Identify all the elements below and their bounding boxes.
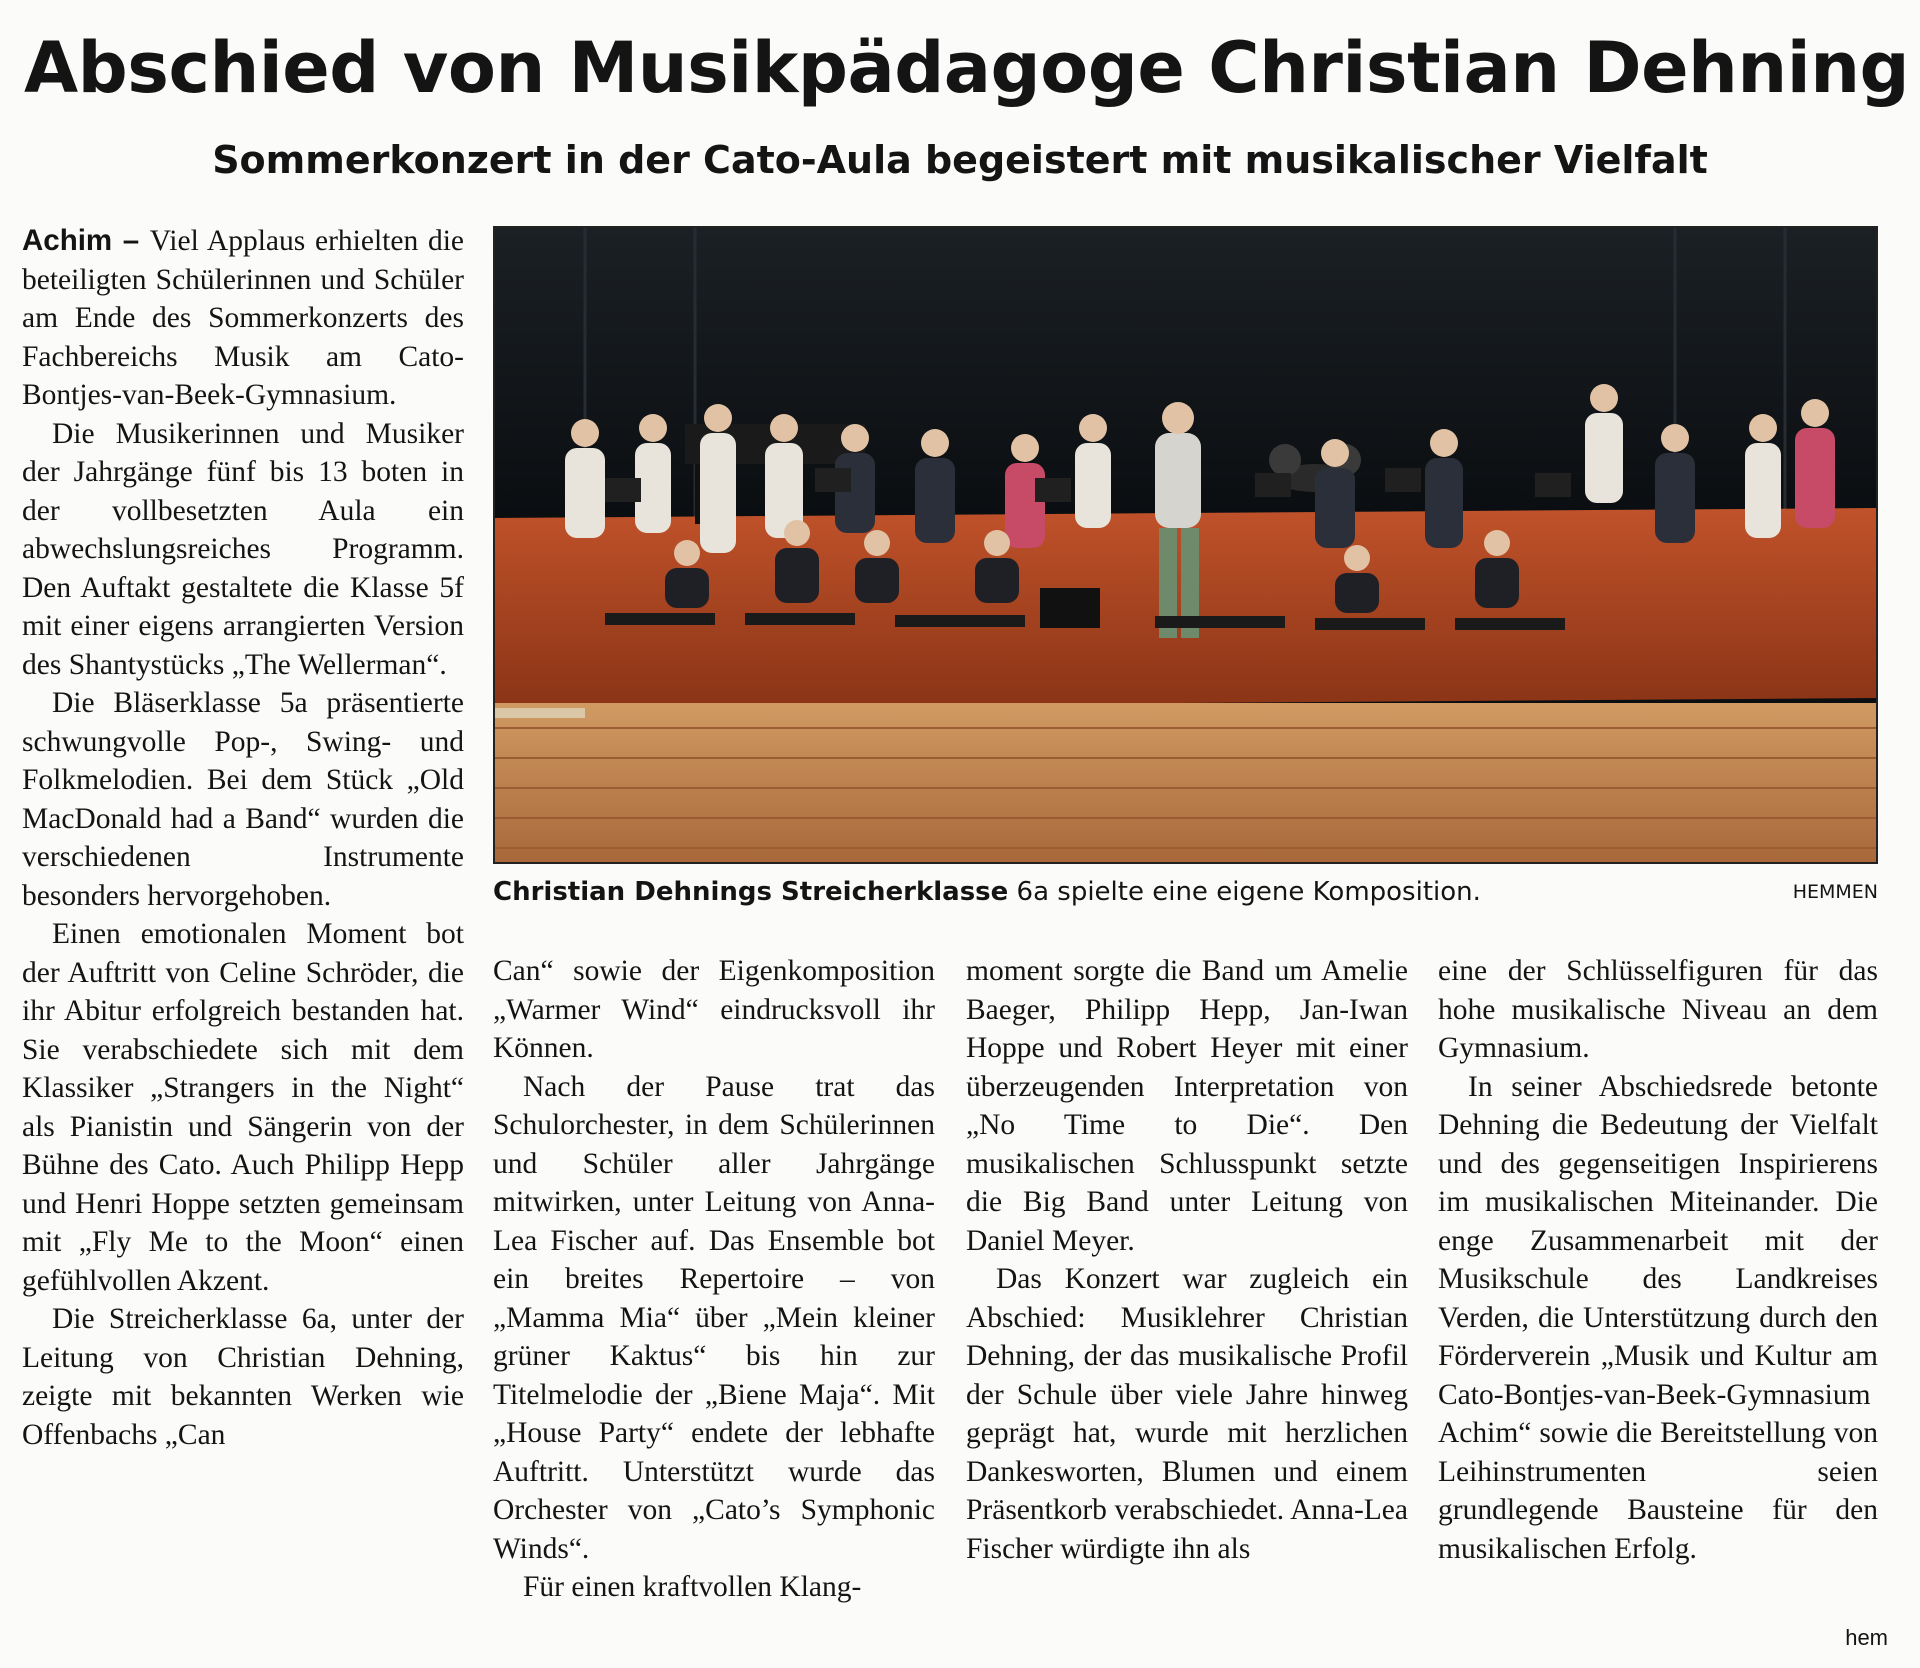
subheadline: Sommerkonzert in der Cato-Aula begeistert mit musikalischer Vielfalt [212, 138, 1708, 182]
stage-monitor [1040, 588, 1100, 628]
author-signoff: hem [1845, 1625, 1888, 1650]
paragraph: moment sorgte die Band um Amelie Baeger, Philipp Hepp, Jan-Iwan Hoppe und Robert Heyer mit einer überzeugenden Interpretation von „No Time to Die“. Den musikalischen Schlusspunkt setzte die Big Band unter Leitung von Daniel Meyer. [966, 955, 1408, 1257]
stage-front [495, 703, 1876, 862]
paragraph: eine der Schlüsselfiguren für das hohe musikalische Niveau an dem Gymnasium. [1438, 955, 1878, 1064]
stage-illustration [495, 228, 1876, 862]
paragraph: Can“ sowie der Eigenkomposition „Warmer Wind“ eindrucksvoll ihr Können. [493, 955, 935, 1064]
photo-caption [493, 872, 1878, 912]
column-2 [493, 952, 935, 1607]
photo-credit: HEMMEN [1792, 881, 1878, 903]
paragraph: Nach der Pause trat das Schulorchester, in dem Schülerinnen und Schüler aller Jahrgänge mitwirken, unter Leitung von Anna-Lea Fischer auf. Das Ensemble bot ein breites Repertoire – von „Mamma Mia“ über „Mein kleiner grüner Kaktus“ bis hin zur Titelmelodie der „Biene Maja“. Mit „House Party“ endete der lebhafte Auftritt. Unterstützt wurde das Orchester von „Cato’s Symphonic Winds“. [493, 1070, 935, 1565]
headline: Abschied von Musikpädagoge Christian Dehning [24, 27, 1910, 109]
paragraph: Die Bläserklasse 5a präsentierte schwungvolle Pop-, Swing- und Folkmelodien. Bei dem Stück „Old MacDonald had a Band“ wurden die verschiedenen Instrumente besonders hervorgehoben. [22, 687, 464, 912]
dateline: Achim – [22, 224, 150, 257]
side-table [495, 708, 585, 718]
paragraph-text: Viel Applaus erhielten die beteiligten Schülerinnen und Schüler am Ende des Sommerkonzerts des Fachbereichs Musik am Cato-Bontjes-van-Beek-Gymnasium. [22, 225, 464, 411]
caption-text: 6a spielte eine eigene Komposition. [1008, 877, 1481, 907]
paragraph: In seiner Abschiedsrede betonte Dehning die Bedeutung der Vielfalt und des gegenseitigen Inspirierens im musikalischen Miteinander. Die enge Zusammenarbeit mit der Musikschule des Landkreises Verden, die Unterstützung durch den Förderverein „Musik und Kultur am Cato-Bontjes-van-Beek-Gymnasium Achim“ sowie die Bereitstellung von Leihinstrumenten seien grundlegende Bausteine für den musikalischen Erfolg. [1438, 1070, 1878, 1565]
column-1 [22, 222, 464, 1454]
caption-lead: Christian Dehnings Streicherklasse [493, 877, 1009, 907]
column-3 [966, 952, 1408, 1568]
column-4 [1438, 952, 1878, 1568]
paragraph: Die Streicherklasse 6a, unter der Leitung von Christian Dehning, zeigte mit bekannten Werken wie Offenbachs „Can [22, 1303, 464, 1451]
paragraph: Für einen kraftvollen Klang- [523, 1571, 862, 1603]
paragraph: Einen emotionalen Moment bot der Auftritt von Celine Schröder, die ihr Abitur erfolgreich bestanden hat. Sie verabschiedete sich mit dem Klassiker „Strangers in the Night“ als Pianistin und Sängerin von der Bühne des Cato. Auch Philipp Hepp und Henri Hoppe setzten gemeinsam mit „Fly Me to the Moon“ einen gefühlvollen Akzent. [22, 918, 464, 1297]
lead-paragraph [22, 222, 464, 415]
paragraph: Die Musikerinnen und Musiker der Jahrgänge fünf bis 13 boten in der vollbesetzten Aula ein abwechslungsreiches Programm. Den Auftakt gestaltete die Klasse 5f mit einer eigens arrangierten Version des Shantystücks „The Wellerman“. [22, 417, 464, 681]
paragraph: Das Konzert war zugleich ein Abschied: Musiklehrer Christian Dehning, der das musikalische Profil der Schule über viele Jahre hinweg geprägt hat, wurde mit herzlichen Dankesworten, Blumen und einem Präsentkorb verabschiedet. Anna-Lea Fischer würdigte ihn als [966, 1263, 1408, 1565]
concert-photo [493, 226, 1878, 864]
